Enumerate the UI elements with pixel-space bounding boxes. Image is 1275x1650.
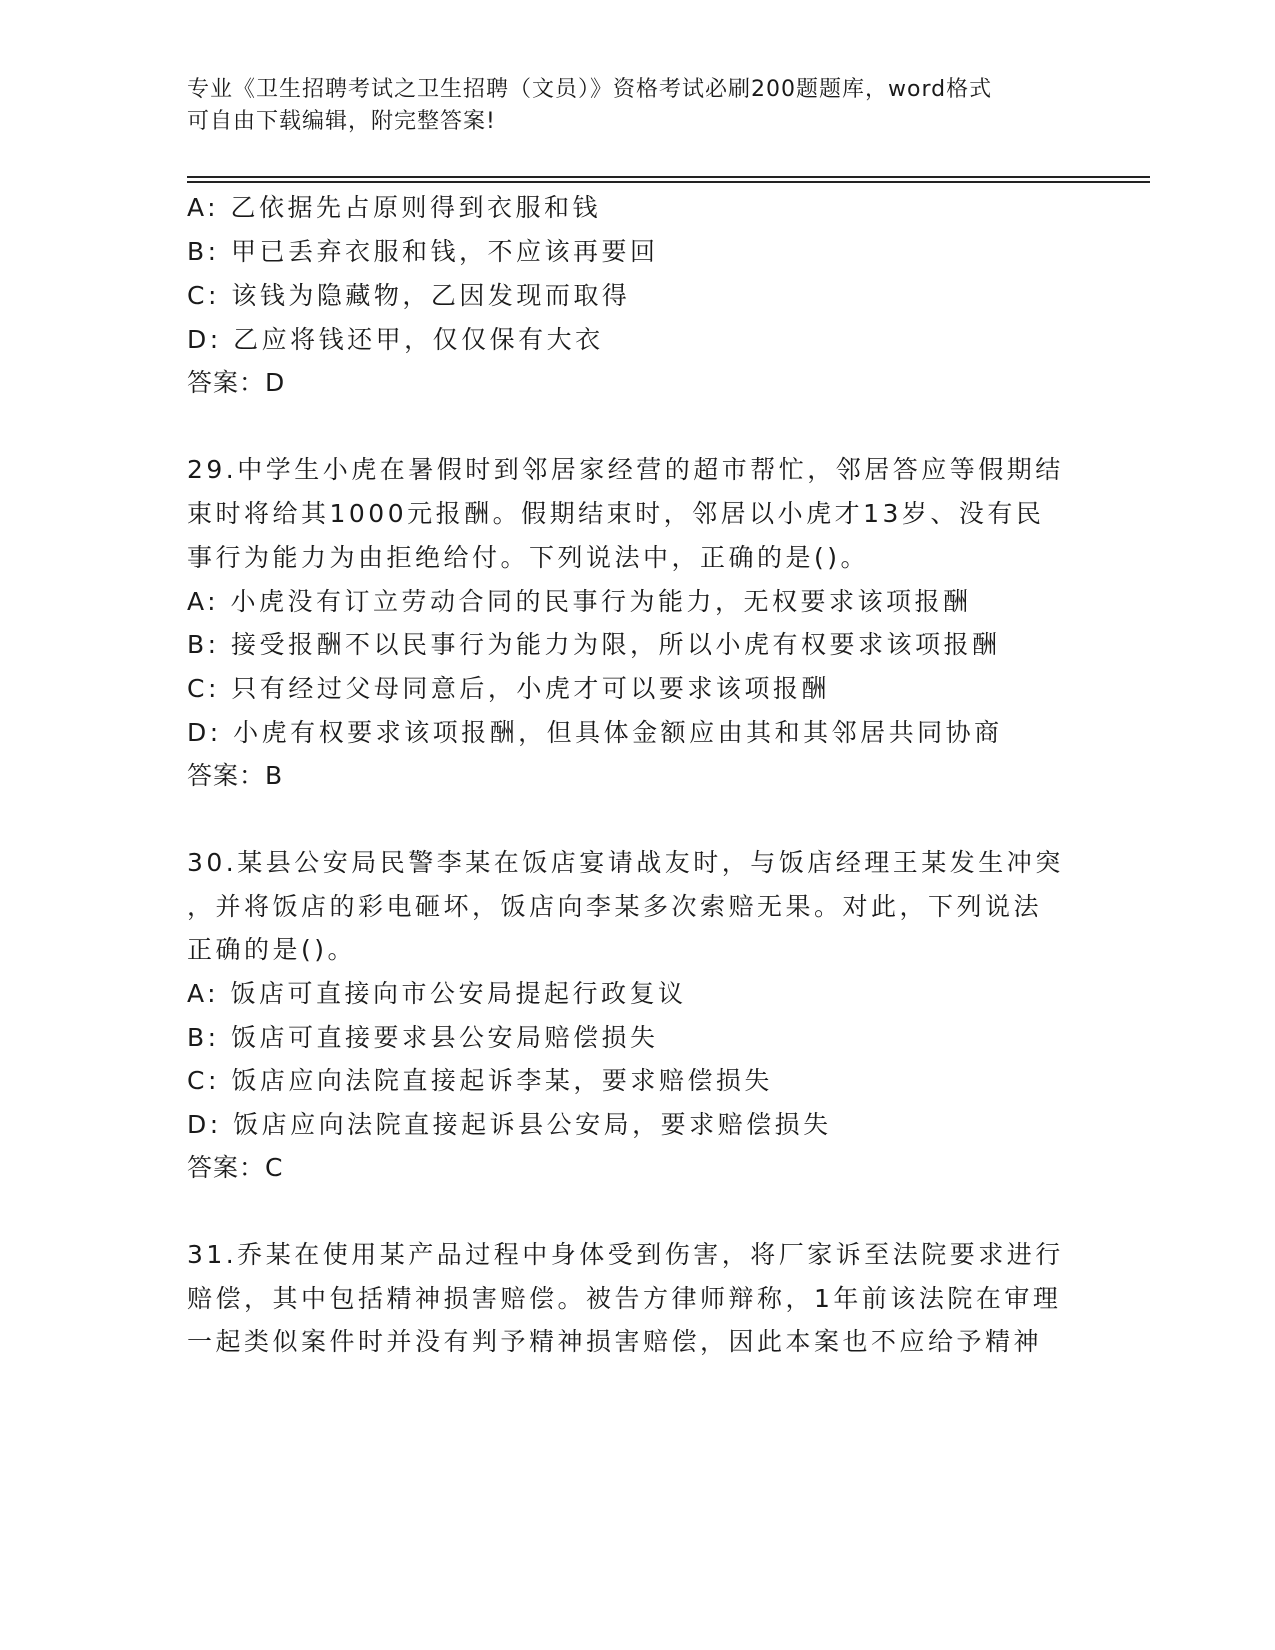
q28-option-d: D: 乙应将钱还甲，仅仅保有大衣	[187, 325, 604, 354]
q29-answer: 答案：B	[187, 761, 284, 790]
header-title-line-2: 可自由下载编辑，附完整答案!	[187, 109, 496, 134]
q29-option-a: A: 小虎没有订立劳动合同的民事行为能力，无权要求该项报酬	[187, 587, 972, 616]
q30-stem-line-2: ，并将饭店的彩电砸坏，饭店向李某多次索赔无果。对此，下列说法	[187, 892, 1043, 921]
q30-stem-line-1: 30.某县公安局民警李某在饭店宴请战友时，与饭店经理王某发生冲突	[187, 848, 1064, 877]
q31-stem-line-2: 赔偿，其中包括精神损害赔偿。被告方律师辩称，1年前该法院在审理	[187, 1284, 1062, 1313]
q29-stem-line-3: 事行为能力为由拒绝给付。下列说法中，正确的是()。	[187, 543, 870, 572]
q28-answer: 答案：D	[187, 368, 286, 397]
header-divider-bottom	[187, 181, 1150, 183]
q29-stem-line-1: 29.中学生小虎在暑假时到邻居家经营的超市帮忙，邻居答应等假期结	[187, 455, 1064, 484]
q29-stem-line-2: 束时将给其1000元报酬。假期结束时，邻居以小虎才13岁、没有民	[187, 499, 1045, 528]
q29-option-d: D: 小虎有权要求该项报酬，但具体金额应由其和其邻居共同协商	[187, 718, 1003, 747]
q29-option-c: C: 只有经过父母同意后，小虎才可以要求该项报酬	[187, 674, 830, 703]
q31-stem-line-1: 31.乔某在使用某产品过程中身体受到伤害，将厂家诉至法院要求进行	[187, 1240, 1064, 1269]
q30-option-c: C: 饭店应向法院直接起诉李某，要求赔偿损失	[187, 1066, 773, 1095]
q31-stem-line-3: 一起类似案件时并没有判予精神损害赔偿，因此本案也不应给予精神	[187, 1327, 1043, 1356]
q28-option-c: C: 该钱为隐藏物，乙因发现而取得	[187, 281, 631, 310]
q28-option-b: B: 甲已丢弃衣服和钱，不应该再要回	[187, 237, 659, 266]
q30-option-b: B: 饭店可直接要求县公安局赔偿损失	[187, 1023, 659, 1052]
header-title-line-1: 专业《卫生招聘考试之卫生招聘（文员）》资格考试必刷200题题库，word格式	[187, 77, 993, 102]
header-divider-top	[187, 176, 1150, 178]
q30-option-d: D: 饭店应向法院直接起诉县公安局，要求赔偿损失	[187, 1110, 832, 1139]
document-header	[187, 74, 1067, 138]
q28-option-a: A: 乙依据先占原则得到衣服和钱	[187, 193, 602, 222]
q30-stem-line-3: 正确的是()。	[187, 935, 357, 964]
q30-option-a: A: 饭店可直接向市公安局提起行政复议	[187, 979, 687, 1008]
q29-option-b: B: 接受报酬不以民事行为能力为限，所以小虎有权要求该项报酬	[187, 630, 1001, 659]
q30-answer: 答案：C	[187, 1153, 284, 1182]
